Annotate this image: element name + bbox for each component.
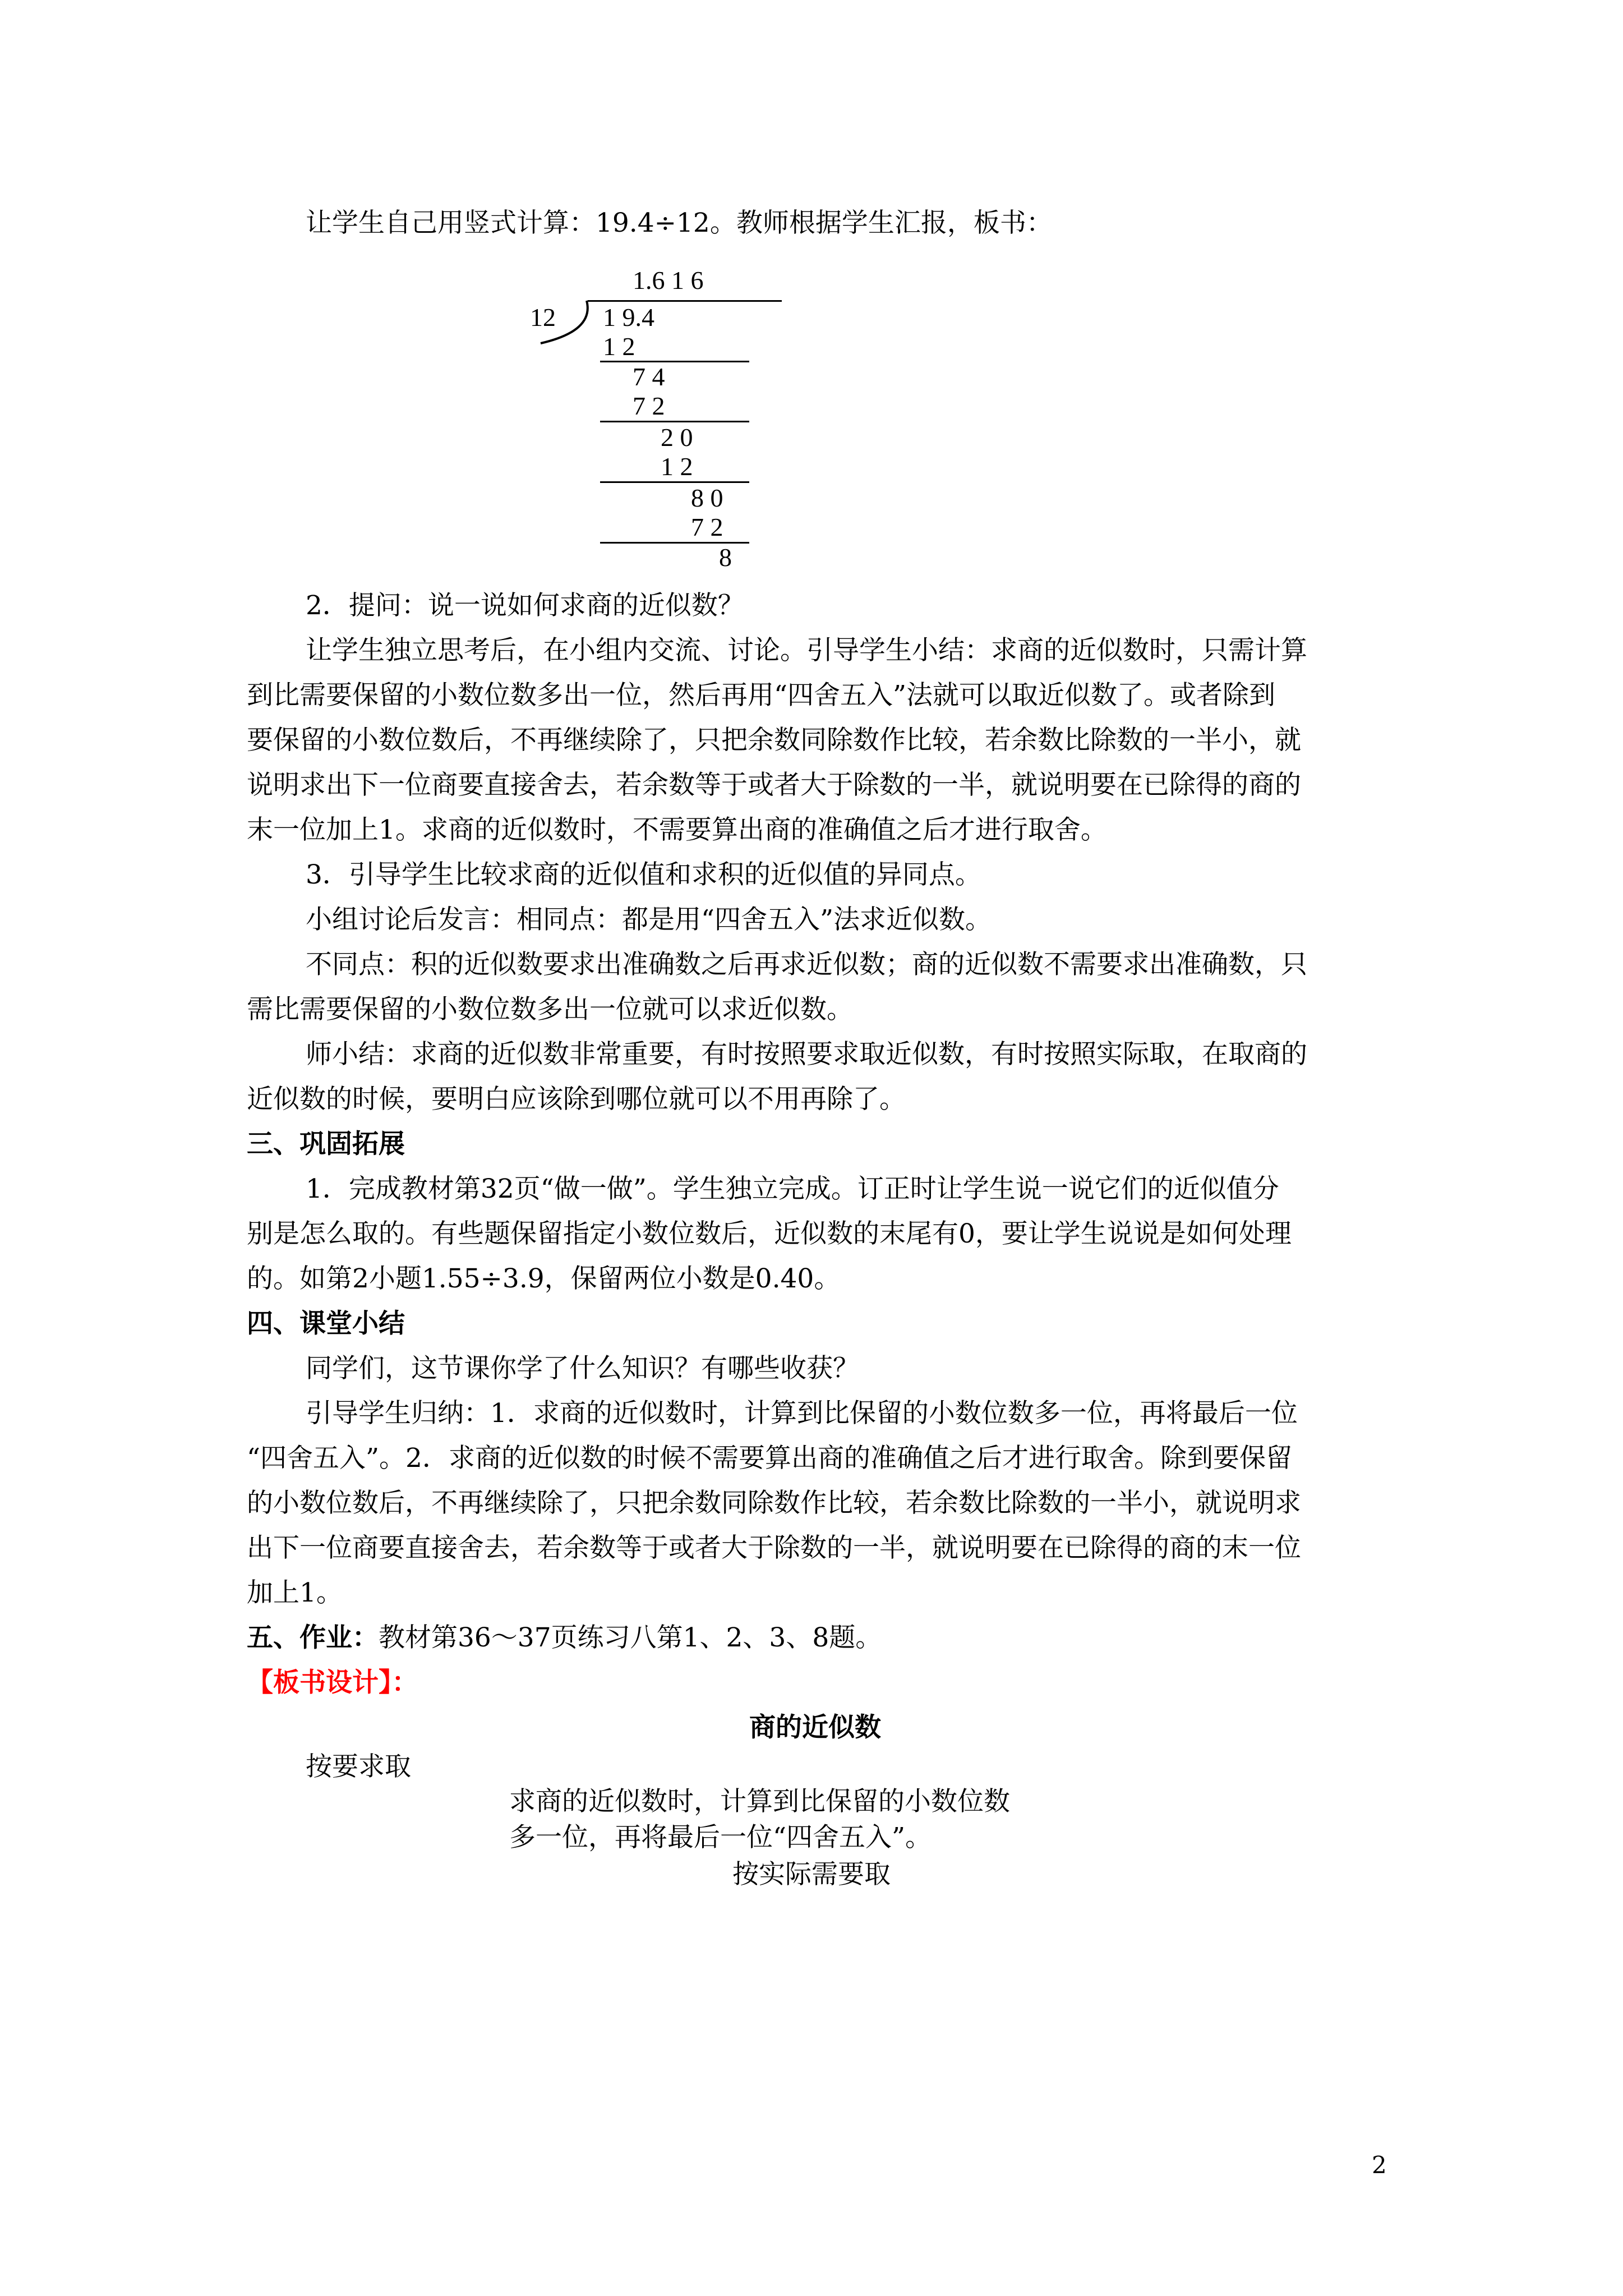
division-bracket	[538, 297, 589, 348]
paragraph-line: 不同点：积的近似数要求出准确数之后再求近似数；商的近似数不需要求出准确数，只	[306, 949, 1307, 980]
paragraph-line: 引导学生归纳：1．求商的近似数时，计算到比保留的小数位数多一位，再将最后一位	[306, 1398, 1298, 1429]
paragraph-line: 小组讨论后发言：相同点：都是用“四舍五入”法求近似数。	[306, 904, 992, 935]
division-line	[600, 361, 749, 362]
paragraph-line: 同学们，这节课你学了什么知识？有哪些收获？	[306, 1353, 859, 1384]
division-step: 2 0	[661, 423, 693, 452]
paragraph-line: 需比需要保留的小数位数多出一位就可以求近似数。	[247, 994, 853, 1025]
section-heading-5: 五、作业：	[247, 1622, 379, 1653]
board-right-label: 按实际需要取	[732, 1859, 891, 1890]
page-number: 2	[1372, 2151, 1387, 2179]
paragraph-line: 师小结：求商的近似数非常重要，有时按照要求取近似数，有时按照实际取，在取商的	[306, 1039, 1307, 1070]
paragraph-line: 到比需要保留的小数位数多出一位，然后再用“四舍五入”法就可以取近似数了。或者除到	[247, 680, 1276, 711]
paragraph-line: 末一位加上1。求商的近似数时，不需要算出商的准确值之后才进行取舍。	[247, 815, 1107, 845]
division-step: 8 0	[691, 484, 723, 512]
division-step: 7 4	[633, 362, 665, 391]
board-title: 商的近似数	[749, 1712, 881, 1743]
question-3: 3．引导学生比较求商的近似值和求积的近似值的异同点。	[306, 859, 981, 890]
division-step: 7 2	[691, 513, 723, 541]
paragraph-line: 要保留的小数位数后，不再继续除了，只把余数同除数作比较，若余数比除数的一半小，就	[247, 725, 1301, 756]
board-left-label: 按要求取	[306, 1751, 411, 1782]
division-line	[600, 481, 749, 483]
homework-text: 教材第36～37页练习八第1、2、3、8题。	[379, 1622, 882, 1653]
paragraph-line: 的小数位数后，不再继续除了，只把余数同除数作比较，若余数比除数的一半小，就说明求	[247, 1488, 1301, 1519]
paragraph-line: 别是怎么取的。有些题保留指定小数位数后，近似数的末尾有0，要让学生说说是如何处理	[247, 1218, 1292, 1249]
division-remainder: 8	[719, 543, 732, 572]
paragraph-line: “四舍五入”。2．求商的近似数的时候不需要算出商的准确值之后才进行取舍。除到要保留	[247, 1443, 1292, 1474]
paragraph-line: 让学生独立思考后，在小组内交流、讨论。引导学生小结：求商的近似数时，只需计算	[306, 635, 1307, 666]
paragraph-line: 的。如第2小题1.55÷3.9，保留两位小数是0.40。	[247, 1263, 841, 1294]
board-design-label: 【板书设计】：	[247, 1667, 418, 1698]
board-rule-line: 多一位，再将最后一位“四舍五入”。	[509, 1822, 932, 1853]
paragraph-line: 近似数的时候，要明白应该除到哪位就可以不用再除了。	[247, 1084, 906, 1115]
paragraph-line: 1．完成教材第32页“做一做”。学生独立完成。订正时让学生说一说它们的近似值分	[306, 1174, 1279, 1204]
division-divisor: 12	[530, 303, 556, 332]
paragraph-line: 说明求出下一位商要直接舍去，若余数等于或者大于除数的一半，就说明要在已除得的商的	[247, 770, 1301, 800]
section-heading-4: 四、课堂小结	[247, 1308, 405, 1339]
division-quotient: 1.6 1 6	[633, 266, 704, 295]
intro-line: 让学生自己用竖式计算：19.4÷12。教师根据学生汇报，板书：	[306, 208, 1053, 238]
division-bar	[588, 300, 782, 302]
division-step: 7 2	[633, 392, 665, 420]
division-step: 1 2	[603, 332, 635, 361]
division-line	[600, 421, 749, 422]
section-heading-3: 三、巩固拓展	[247, 1129, 405, 1159]
board-rule-line: 求商的近似数时，计算到比保留的小数位数	[509, 1786, 1010, 1817]
question-2: 2．提问：说一说如何求商的近似数？	[306, 590, 744, 621]
paragraph-line: 加上1。	[247, 1577, 343, 1608]
paragraph-line: 出下一位商要直接舍去，若余数等于或者大于除数的一半，就说明要在已除得的商的末一位	[247, 1533, 1301, 1563]
division-dividend: 1 9.4	[603, 303, 654, 332]
homework-line	[247, 1616, 882, 1660]
division-step: 1 2	[661, 452, 693, 481]
